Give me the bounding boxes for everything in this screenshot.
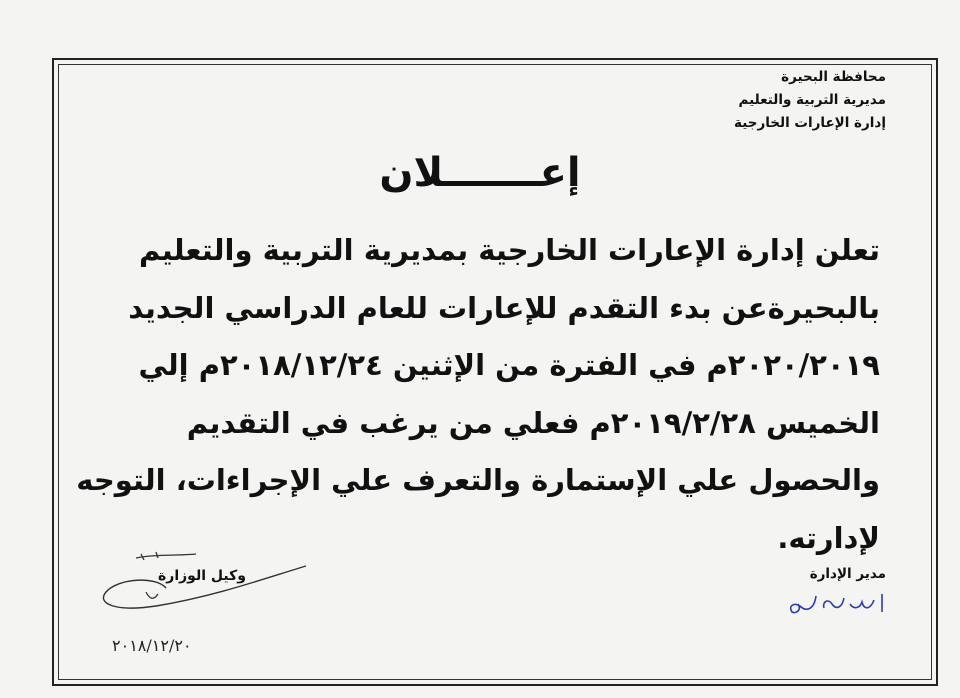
body-line: الخميس ٢٠١٩/٢/٢٨م فعلي من يرغب في التقديم <box>186 405 880 440</box>
department-name: إدارة الإعارات الخارجية <box>734 115 886 131</box>
letterhead <box>734 66 886 135</box>
announcement-body <box>76 222 880 567</box>
body-line: تعلن إدارة الإعارات الخارجية بمديرية التربية والتعليم <box>139 233 880 267</box>
body-line: والحصول علي الإستمارة والتعرف علي الإجراءات، التوجه <box>76 463 880 497</box>
department-director-label: مدير الإدارة <box>809 566 886 582</box>
signature-date: ٢٠١٨/١٢/٢٠ <box>112 636 192 655</box>
body-line: لإدارته. <box>777 520 880 555</box>
undersecretary-label: وكيل الوزارة <box>158 568 246 584</box>
governorate-name: محافظة البحيرة <box>781 69 886 85</box>
body-line: بالبحيرةعن بدء التقدم للإعارات للعام الدراسي الجديد <box>128 290 880 325</box>
undersecretary-signature <box>96 548 326 628</box>
body-line: ٢٠٢٠/٢٠١٩م في الفترة من الإثنين ٢٠١٨/١٢/٢٤م إلي <box>138 348 880 382</box>
announcement-title: إعـــــــلان <box>379 150 581 196</box>
directorate-name: مديرية التربية والتعليم <box>738 92 886 108</box>
director-signature <box>778 588 888 618</box>
